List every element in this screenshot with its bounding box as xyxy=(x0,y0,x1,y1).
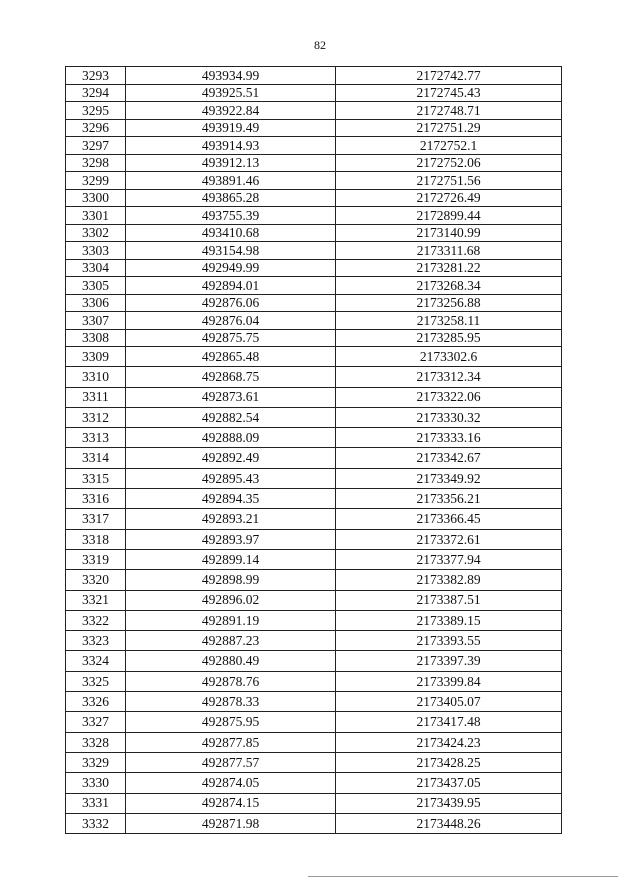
point-number-cell: 3301 xyxy=(66,207,126,225)
point-number-cell: 3293 xyxy=(66,67,126,85)
x-coordinate-cell: 492882.54 xyxy=(126,407,336,427)
table-row xyxy=(66,242,562,260)
x-coordinate-cell: 492894.01 xyxy=(126,277,336,295)
y-coordinate-cell: 2173448.26 xyxy=(336,813,562,833)
x-coordinate-cell: 493934.99 xyxy=(126,67,336,85)
point-number-cell: 3324 xyxy=(66,651,126,671)
table-row xyxy=(66,651,562,671)
table-row xyxy=(66,207,562,225)
y-coordinate-cell: 2173322.06 xyxy=(336,387,562,407)
x-coordinate-cell: 492876.06 xyxy=(126,294,336,312)
x-coordinate-cell: 492875.75 xyxy=(126,329,336,347)
y-coordinate-cell: 2172899.44 xyxy=(336,207,562,225)
table-row xyxy=(66,489,562,509)
point-number-cell: 3326 xyxy=(66,692,126,712)
point-number-cell: 3328 xyxy=(66,732,126,752)
y-coordinate-cell: 2172742.77 xyxy=(336,67,562,85)
y-coordinate-cell: 2173312.34 xyxy=(336,367,562,387)
point-number-cell: 3330 xyxy=(66,773,126,793)
table-row xyxy=(66,407,562,427)
x-coordinate-cell: 492887.23 xyxy=(126,631,336,651)
y-coordinate-cell: 2172748.71 xyxy=(336,102,562,120)
x-coordinate-cell: 493154.98 xyxy=(126,242,336,260)
point-number-cell: 3317 xyxy=(66,509,126,529)
table-row xyxy=(66,189,562,207)
point-number-cell: 3319 xyxy=(66,549,126,569)
y-coordinate-cell: 2172745.43 xyxy=(336,84,562,102)
x-coordinate-cell: 493922.84 xyxy=(126,102,336,120)
y-coordinate-cell: 2173437.05 xyxy=(336,773,562,793)
x-coordinate-cell: 492877.57 xyxy=(126,752,336,772)
x-coordinate-cell: 492949.99 xyxy=(126,259,336,277)
y-coordinate-cell: 2173285.95 xyxy=(336,329,562,347)
x-coordinate-cell: 493865.28 xyxy=(126,189,336,207)
x-coordinate-cell: 493410.68 xyxy=(126,224,336,242)
table-row xyxy=(66,67,562,85)
x-coordinate-cell: 493914.93 xyxy=(126,137,336,155)
y-coordinate-cell: 2173439.95 xyxy=(336,793,562,813)
table-row xyxy=(66,102,562,120)
table-row xyxy=(66,294,562,312)
y-coordinate-cell: 2173399.84 xyxy=(336,671,562,691)
y-coordinate-cell: 2173342.67 xyxy=(336,448,562,468)
x-coordinate-cell: 492875.95 xyxy=(126,712,336,732)
point-number-cell: 3298 xyxy=(66,154,126,172)
y-coordinate-cell: 2173302.6 xyxy=(336,347,562,367)
table-row xyxy=(66,631,562,651)
x-coordinate-cell: 492894.35 xyxy=(126,489,336,509)
x-coordinate-cell: 492878.76 xyxy=(126,671,336,691)
y-coordinate-cell: 2173372.61 xyxy=(336,529,562,549)
x-coordinate-cell: 492895.43 xyxy=(126,468,336,488)
point-number-cell: 3325 xyxy=(66,671,126,691)
table-row xyxy=(66,671,562,691)
table-row xyxy=(66,813,562,833)
table-row xyxy=(66,329,562,347)
x-coordinate-cell: 492878.33 xyxy=(126,692,336,712)
table-row xyxy=(66,570,562,590)
table-row xyxy=(66,277,562,295)
table-row xyxy=(66,154,562,172)
y-coordinate-cell: 2173397.39 xyxy=(336,651,562,671)
x-coordinate-cell: 492868.75 xyxy=(126,367,336,387)
coordinates-table xyxy=(65,66,562,834)
y-coordinate-cell: 2173377.94 xyxy=(336,549,562,569)
point-number-cell: 3308 xyxy=(66,329,126,347)
table-row xyxy=(66,712,562,732)
table-row xyxy=(66,347,562,367)
y-coordinate-cell: 2173258.11 xyxy=(336,312,562,330)
point-number-cell: 3332 xyxy=(66,813,126,833)
x-coordinate-cell: 492899.14 xyxy=(126,549,336,569)
x-coordinate-cell: 492893.21 xyxy=(126,509,336,529)
coordinates-table-body xyxy=(66,67,562,834)
x-coordinate-cell: 493919.49 xyxy=(126,119,336,137)
x-coordinate-cell: 492896.02 xyxy=(126,590,336,610)
x-coordinate-cell: 492880.49 xyxy=(126,651,336,671)
x-coordinate-cell: 493755.39 xyxy=(126,207,336,225)
point-number-cell: 3315 xyxy=(66,468,126,488)
y-coordinate-cell: 2173428.25 xyxy=(336,752,562,772)
table-row xyxy=(66,549,562,569)
x-coordinate-cell: 493912.13 xyxy=(126,154,336,172)
point-number-cell: 3300 xyxy=(66,189,126,207)
point-number-cell: 3302 xyxy=(66,224,126,242)
point-number-cell: 3306 xyxy=(66,294,126,312)
point-number-cell: 3331 xyxy=(66,793,126,813)
table-row xyxy=(66,367,562,387)
x-coordinate-cell: 492892.49 xyxy=(126,448,336,468)
point-number-cell: 3294 xyxy=(66,84,126,102)
x-coordinate-cell: 492891.19 xyxy=(126,610,336,630)
x-coordinate-cell: 492898.99 xyxy=(126,570,336,590)
y-coordinate-cell: 2173382.89 xyxy=(336,570,562,590)
table-row xyxy=(66,752,562,772)
point-number-cell: 3327 xyxy=(66,712,126,732)
table-row xyxy=(66,692,562,712)
y-coordinate-cell: 2173256.88 xyxy=(336,294,562,312)
y-coordinate-cell: 2172751.29 xyxy=(336,119,562,137)
table-row xyxy=(66,224,562,242)
y-coordinate-cell: 2173311.68 xyxy=(336,242,562,260)
point-number-cell: 3305 xyxy=(66,277,126,295)
point-number-cell: 3314 xyxy=(66,448,126,468)
y-coordinate-cell: 2173393.55 xyxy=(336,631,562,651)
x-coordinate-cell: 492874.15 xyxy=(126,793,336,813)
table-row xyxy=(66,509,562,529)
y-coordinate-cell: 2173281.22 xyxy=(336,259,562,277)
point-number-cell: 3312 xyxy=(66,407,126,427)
table-row xyxy=(66,172,562,190)
y-coordinate-cell: 2173268.34 xyxy=(336,277,562,295)
point-number-cell: 3323 xyxy=(66,631,126,651)
point-number-cell: 3310 xyxy=(66,367,126,387)
y-coordinate-cell: 2173417.48 xyxy=(336,712,562,732)
bottom-rule xyxy=(308,876,618,877)
x-coordinate-cell: 493925.51 xyxy=(126,84,336,102)
y-coordinate-cell: 2173333.16 xyxy=(336,428,562,448)
table-row xyxy=(66,259,562,277)
point-number-cell: 3309 xyxy=(66,347,126,367)
table-row xyxy=(66,84,562,102)
x-coordinate-cell: 492893.97 xyxy=(126,529,336,549)
point-number-cell: 3311 xyxy=(66,387,126,407)
x-coordinate-cell: 492877.85 xyxy=(126,732,336,752)
table-row xyxy=(66,732,562,752)
point-number-cell: 3296 xyxy=(66,119,126,137)
table-row xyxy=(66,590,562,610)
y-coordinate-cell: 2172752.1 xyxy=(336,137,562,155)
table-row xyxy=(66,312,562,330)
y-coordinate-cell: 2172751.56 xyxy=(336,172,562,190)
y-coordinate-cell: 2173140.99 xyxy=(336,224,562,242)
table-row xyxy=(66,119,562,137)
point-number-cell: 3297 xyxy=(66,137,126,155)
y-coordinate-cell: 2172752.06 xyxy=(336,154,562,172)
point-number-cell: 3322 xyxy=(66,610,126,630)
point-number-cell: 3299 xyxy=(66,172,126,190)
table-row xyxy=(66,448,562,468)
x-coordinate-cell: 492871.98 xyxy=(126,813,336,833)
y-coordinate-cell: 2173349.92 xyxy=(336,468,562,488)
point-number-cell: 3307 xyxy=(66,312,126,330)
y-coordinate-cell: 2173366.45 xyxy=(336,509,562,529)
table-row xyxy=(66,793,562,813)
point-number-cell: 3303 xyxy=(66,242,126,260)
point-number-cell: 3316 xyxy=(66,489,126,509)
point-number-cell: 3295 xyxy=(66,102,126,120)
x-coordinate-cell: 492865.48 xyxy=(126,347,336,367)
point-number-cell: 3320 xyxy=(66,570,126,590)
table-row xyxy=(66,610,562,630)
y-coordinate-cell: 2173356.21 xyxy=(336,489,562,509)
x-coordinate-cell: 492874.05 xyxy=(126,773,336,793)
table-row xyxy=(66,468,562,488)
y-coordinate-cell: 2173389.15 xyxy=(336,610,562,630)
point-number-cell: 3318 xyxy=(66,529,126,549)
y-coordinate-cell: 2173424.23 xyxy=(336,732,562,752)
table-row xyxy=(66,773,562,793)
y-coordinate-cell: 2172726.49 xyxy=(336,189,562,207)
y-coordinate-cell: 2173330.32 xyxy=(336,407,562,427)
point-number-cell: 3304 xyxy=(66,259,126,277)
page-number: 82 xyxy=(314,38,326,52)
point-number-cell: 3313 xyxy=(66,428,126,448)
table-row xyxy=(66,428,562,448)
y-coordinate-cell: 2173405.07 xyxy=(336,692,562,712)
x-coordinate-cell: 492888.09 xyxy=(126,428,336,448)
point-number-cell: 3321 xyxy=(66,590,126,610)
x-coordinate-cell: 493891.46 xyxy=(126,172,336,190)
table-row xyxy=(66,529,562,549)
x-coordinate-cell: 492876.04 xyxy=(126,312,336,330)
x-coordinate-cell: 492873.61 xyxy=(126,387,336,407)
table-row xyxy=(66,387,562,407)
y-coordinate-cell: 2173387.51 xyxy=(336,590,562,610)
table-row xyxy=(66,137,562,155)
point-number-cell: 3329 xyxy=(66,752,126,772)
